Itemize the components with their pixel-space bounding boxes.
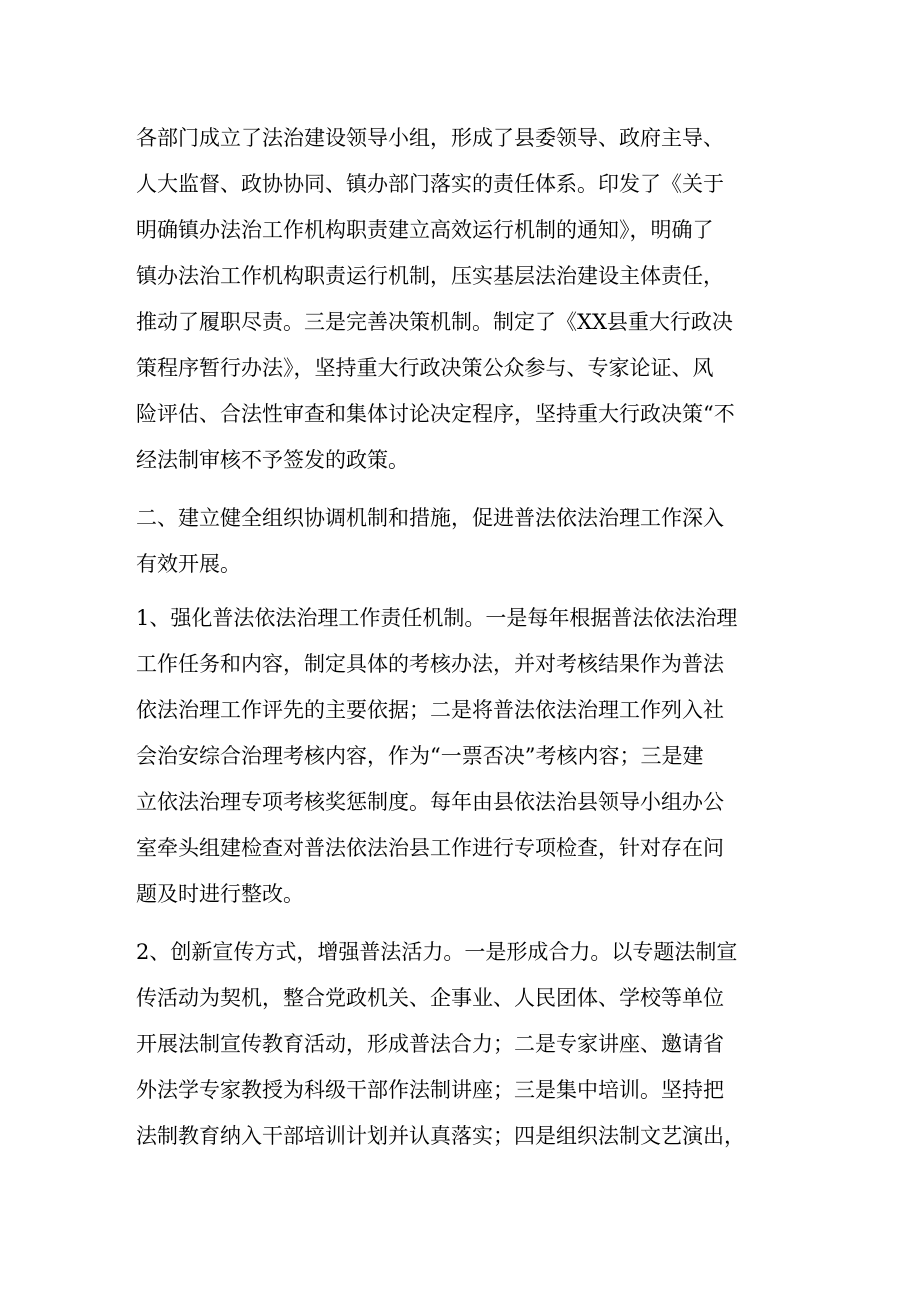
text-line: 立依法治理专项考核奖惩制度。每年由县依法治县领导小组办公 (136, 790, 724, 814)
text-line: 险评估、合法性审查和集体讨论决定程序，坚持重大行政决策“不 (136, 402, 735, 426)
text-line: 镇办法治工作机构职责运行机制，压实基层法治建设主体责任， (136, 264, 724, 288)
text-line: 各部门成立了法治建设领导小组，形成了县委领导、政府主导、 (136, 126, 724, 150)
text-line: 室牵头组建检查对普法依法治县工作进行专项检查，针对存在问 (136, 836, 724, 860)
text-line: 会治安综合治理考核内容，作为“一票否决”考核内容；三是建 (136, 744, 704, 768)
text-line: 工作任务和内容，制定具体的考核办法，并对考核结果作为普法 (136, 652, 724, 676)
text-line: 推动了履职尽责。三是完善决策机制。制定了《XX县重大行政决 (136, 310, 733, 334)
item-2-line: 2、创新宣传方式，增强普法活力。一是形成合力。以专题法制宣 (136, 940, 738, 964)
text-line: 经法制审核不予签发的政策。 (136, 448, 409, 472)
text-line: 传活动为契机，整合党政机关、企事业、人民团体、学校等单位 (136, 986, 724, 1010)
item-1-line: 1、强化普法依法治理工作责任机制。一是每年根据普法依法治理 (136, 606, 738, 630)
text-line: 依法治理工作评先的主要依据；二是将普法依法治理工作列入社 (136, 698, 724, 722)
text-line: 策程序暂行办法》，坚持重大行政决策公众参与、专家论证、风 (136, 356, 714, 380)
text-line: 外法学专家教授为科级干部作法制讲座；三是集中培训。坚持把 (136, 1078, 724, 1102)
text-line: 开展法制宣传教育活动，形成普法合力；二是专家讲座、邀请省 (136, 1032, 724, 1056)
section-heading-continued: 有效开展。 (136, 552, 241, 576)
text-line: 人大监督、政协协同、镇办部门落实的责任体系。印发了《关于 (136, 172, 724, 196)
text-line: 题及时进行整改。 (136, 882, 304, 906)
text-line: 法制教育纳入干部培训计划并认真落实；四是组织法制文艺演出， (136, 1124, 745, 1148)
section-heading: 二、建立健全组织协调机制和措施，促进普法依法治理工作深入 (136, 506, 724, 530)
text-line: 明确镇办法治工作机构职责建立高效运行机制的通知》，明确了 (136, 218, 714, 242)
